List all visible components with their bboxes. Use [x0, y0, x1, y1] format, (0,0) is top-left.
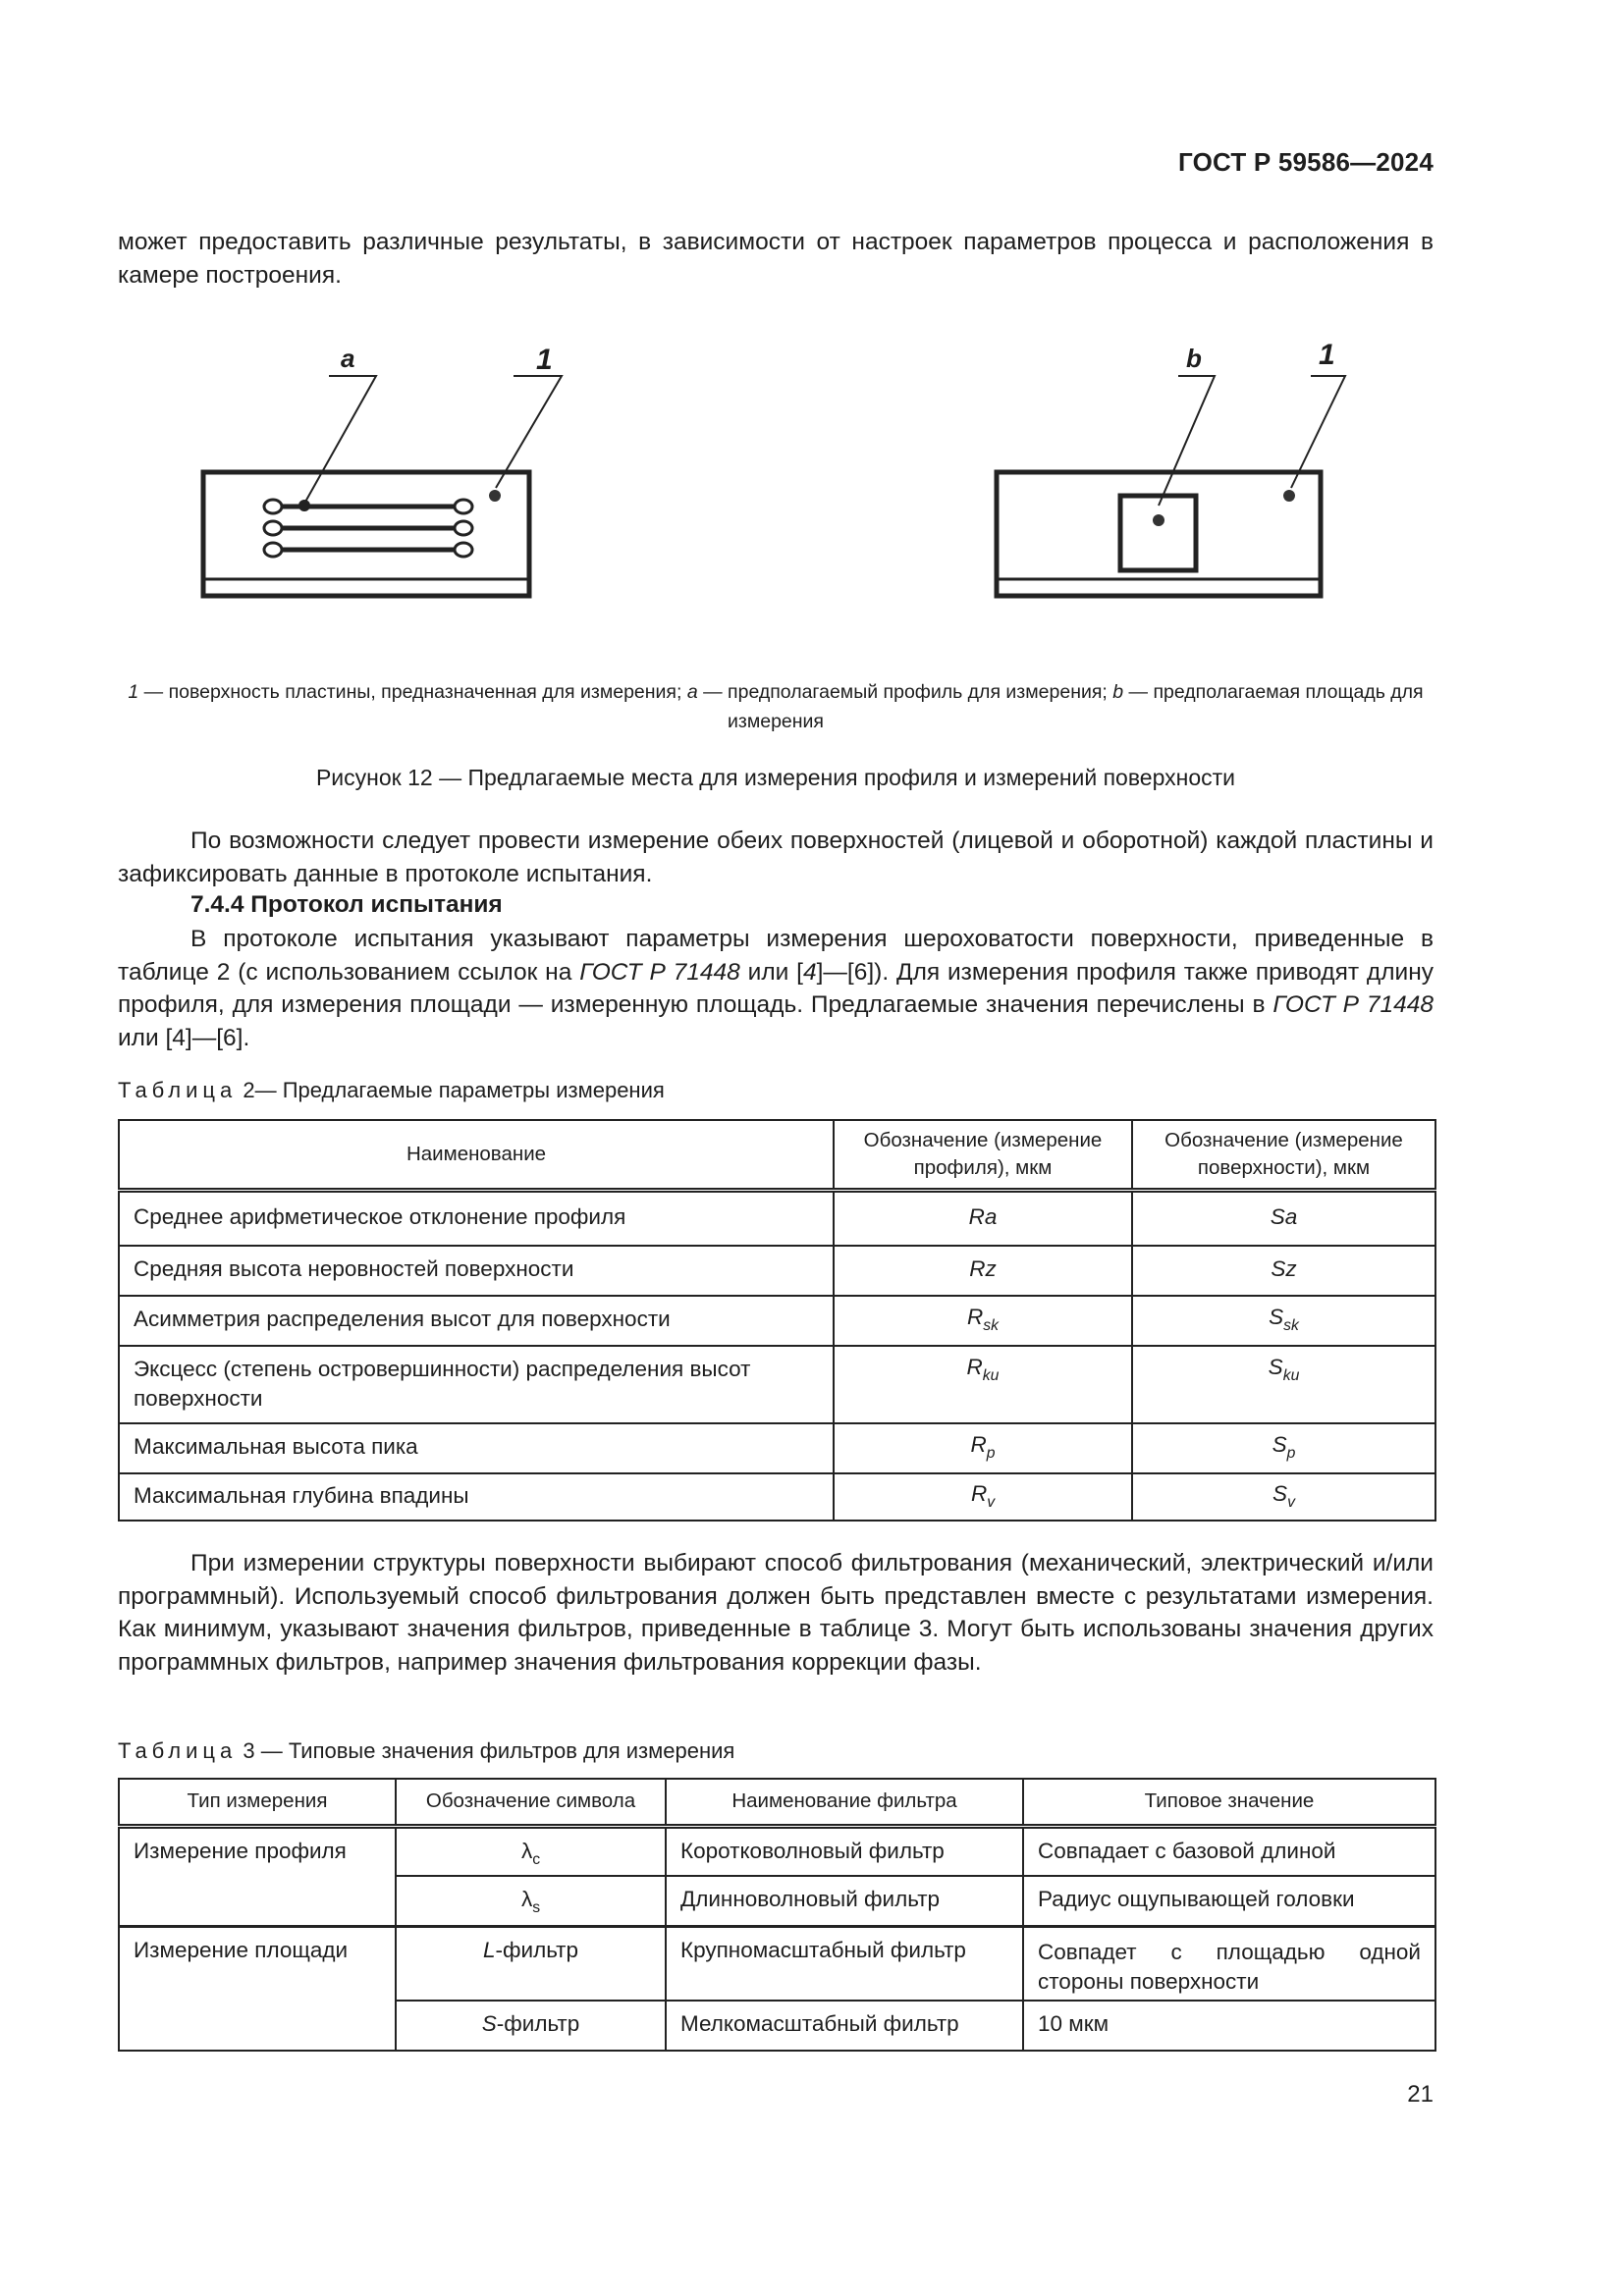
symbol-subscript: sk	[1283, 1317, 1299, 1334]
table3-cell-filter: Мелкомасштабный фильтр	[666, 2001, 1023, 2051]
table-row	[119, 1190, 1435, 1246]
table-row	[119, 1246, 1435, 1296]
symbol-subscript: ku	[1282, 1367, 1300, 1384]
table3-header-value: Типовое значение	[1023, 1779, 1435, 1826]
table2-cell-profile	[834, 1246, 1132, 1296]
table2-cell-surface	[1132, 1246, 1435, 1296]
symbol: Sa	[1270, 1203, 1298, 1229]
table3-cell-symbol	[396, 2001, 666, 2051]
table2-cell-profile	[834, 1423, 1132, 1473]
symbol: R	[967, 1305, 984, 1329]
table3-cell-filter: Крупномасштабный фильтр	[666, 1926, 1023, 2001]
table3-header-filter: Наименование фильтра	[666, 1779, 1023, 1826]
symbol-subscript: p	[1286, 1445, 1296, 1462]
figure-legend	[118, 677, 1434, 736]
table3-cell-symbol	[396, 1926, 666, 2001]
table3-cell-type: Измерение профиля	[119, 1826, 396, 1926]
table2-cell-profile	[834, 1190, 1132, 1246]
table2-caption-word: Таблица	[118, 1078, 238, 1102]
lambda-symbol: λ	[520, 1887, 533, 1911]
table-row	[119, 1473, 1435, 1521]
table3-cell-filter: Коротковолновый фильтр	[666, 1826, 1023, 1876]
section-text-part: или [	[739, 958, 803, 986]
symbol: S	[1272, 1481, 1288, 1506]
table2-cell-name: Максимальная высота пика	[119, 1423, 834, 1473]
section-heading: 7.4.4 Протокол испытания	[190, 891, 503, 918]
table2-cell-surface	[1132, 1296, 1435, 1346]
table2-measurement-parameters	[118, 1119, 1436, 1522]
symbol-subscript: ku	[982, 1367, 1000, 1384]
symbol: S	[1272, 1432, 1287, 1457]
paragraph-filtering: При измерении структуры поверхности выбирают способ фильтрования (механический, электрический и/или программный). Используемый способ фильтрования должен быть представлен вместе с результатами измерения. Как минимум, указывают значения фильтров, приведенные в таблице 3. Могут быть использованы значения других программных фильтров, например значения фильтрования коррекции фазы.	[118, 1550, 1434, 1676]
symbol-subscript: v	[987, 1494, 996, 1511]
table3-header-type: Тип измерения	[119, 1779, 396, 1826]
figure-label-1-right: 1	[1319, 339, 1335, 371]
table3-cell-symbol	[396, 1826, 666, 1876]
symbol: Sz	[1271, 1256, 1297, 1281]
table3-filter-values	[118, 1778, 1436, 2052]
table-row	[119, 1296, 1435, 1346]
symbol: R	[970, 1432, 987, 1457]
table3-cell-value: Радиус ощупывающей головки	[1023, 1876, 1435, 1926]
symbol-suffix: -фильтр	[495, 1937, 578, 1962]
table3-caption	[118, 1738, 734, 1764]
table2-caption-text: 2— Предлагаемые параметры измерения	[237, 1078, 665, 1102]
legend-key-b: b	[1112, 681, 1124, 703]
legend-key-a: a	[686, 681, 698, 703]
figure-area-diagram	[982, 334, 1375, 609]
table3-cell-type: Измерение площади	[119, 1926, 396, 2051]
table2-cell-surface	[1132, 1423, 1435, 1473]
table2-cell-profile	[834, 1346, 1132, 1423]
symbol-subscript: c	[532, 1850, 541, 1868]
table2-cell-surface	[1132, 1473, 1435, 1521]
section-text-part: или [4]—[6].	[118, 1024, 250, 1051]
table2-cell-surface	[1132, 1346, 1435, 1423]
symbol-subscript: s	[532, 1899, 541, 1916]
symbol-subscript: sk	[983, 1317, 999, 1334]
table2-cell-profile	[834, 1296, 1132, 1346]
table2-header-name: Наименование	[119, 1120, 834, 1190]
lambda-symbol: λ	[520, 1838, 533, 1863]
symbol: R	[970, 1481, 988, 1506]
page-number: 21	[1407, 2081, 1434, 2108]
paragraph-both-surfaces: По возможности следует провести измерение обеих поверхностей (лицевой и оборотной) каждой пластины и зафиксировать данные в протоколе испытания.	[118, 828, 1434, 887]
table2-header-profile: Обозначение (измерение профиля), мкм	[834, 1120, 1132, 1190]
legend-text-a: — предполагаемый профиль для измерения;	[697, 681, 1113, 703]
table2-cell-name: Максимальная глубина впадины	[119, 1473, 834, 1521]
symbol-suffix: -фильтр	[496, 2011, 580, 2036]
table2-cell-name: Асимметрия распределения высот для поверхности	[119, 1296, 834, 1346]
figure-label-1-left: 1	[536, 344, 553, 376]
symbol: S	[1269, 1305, 1284, 1329]
legend-text-b: — предполагаемая площадь для измерения	[728, 681, 1424, 732]
section-text-part: В протоколе испытания указывают параметры измерения шероховатости поверхности, приведенные в таблице 2 (с использованием ссылок на	[118, 926, 1434, 986]
table2-cell-surface	[1132, 1190, 1435, 1246]
figure-profile-diagram	[187, 334, 579, 609]
table2-cell-name: Эксцесс (степень островершинности) распределения высот поверхности	[119, 1346, 834, 1423]
reference-gost: ГОСТ Р 71448	[1272, 991, 1435, 1018]
symbol-letter: L	[482, 1937, 496, 1962]
table3-caption-text: 3 — Типовые значения фильтров для измерения	[237, 1738, 735, 1763]
symbol-letter: S	[481, 2011, 497, 2036]
figure-label-b: b	[1186, 344, 1202, 373]
section-paragraph	[118, 923, 1434, 1054]
table2-cell-profile	[834, 1473, 1132, 1521]
symbol-subscript: v	[1287, 1494, 1295, 1511]
table3-cell-symbol	[396, 1876, 666, 1926]
symbol: Rz	[969, 1256, 997, 1281]
legend-key-1: 1	[128, 681, 139, 703]
symbol: Ra	[968, 1203, 998, 1229]
table2-caption	[118, 1078, 665, 1103]
section-text-part: ]—[6]). Для измерения профиля также приводят длину профиля, для измерения площади — измеренную площадь. Предлагаемые значения перечислены в	[118, 958, 1434, 1018]
table2-header-surface: Обозначение (измерение поверхности), мкм	[1132, 1120, 1435, 1190]
table3-header-row	[119, 1779, 1435, 1826]
figure-caption: Рисунок 12 — Предлагаемые места для измерения профиля и измерений поверхности	[315, 765, 1236, 790]
document-id-header: ГОСТ Р 59586—2024	[1178, 147, 1434, 177]
table-row	[119, 1346, 1435, 1423]
table-row	[119, 1423, 1435, 1473]
symbol: R	[966, 1355, 983, 1379]
table3-header-symbol: Обозначение символа	[396, 1779, 666, 1826]
table2-cell-name: Среднее арифметическое отклонение профиля	[119, 1190, 834, 1246]
table3-cell-filter: Длинноволновый фильтр	[666, 1876, 1023, 1926]
table3-cell-value: 10 мкм	[1023, 2001, 1435, 2051]
table3-caption-word: Таблица	[118, 1738, 238, 1763]
intro-paragraph: может предоставить различные результаты, в зависимости от настроек параметров процесса и расположения в камере построения.	[118, 229, 1434, 289]
symbol-subscript: p	[986, 1445, 996, 1462]
table3-cell-value: Совпадет с площадью одной стороны поверхности	[1023, 1926, 1435, 2001]
table-row	[119, 1926, 1435, 2001]
figure-label-a: a	[341, 344, 355, 373]
symbol: S	[1268, 1355, 1283, 1379]
reference-gost: ГОСТ Р 71448	[579, 958, 740, 986]
table-row	[119, 1826, 1435, 1876]
legend-text-1: — поверхность пластины, предназначенная для измерения;	[138, 681, 687, 703]
reference-number: 4	[802, 958, 817, 986]
table3-cell-value: Совпадает с базовой длиной	[1023, 1826, 1435, 1876]
table2-cell-name: Средняя высота неровностей поверхности	[119, 1246, 834, 1296]
table2-header-row	[119, 1120, 1435, 1190]
